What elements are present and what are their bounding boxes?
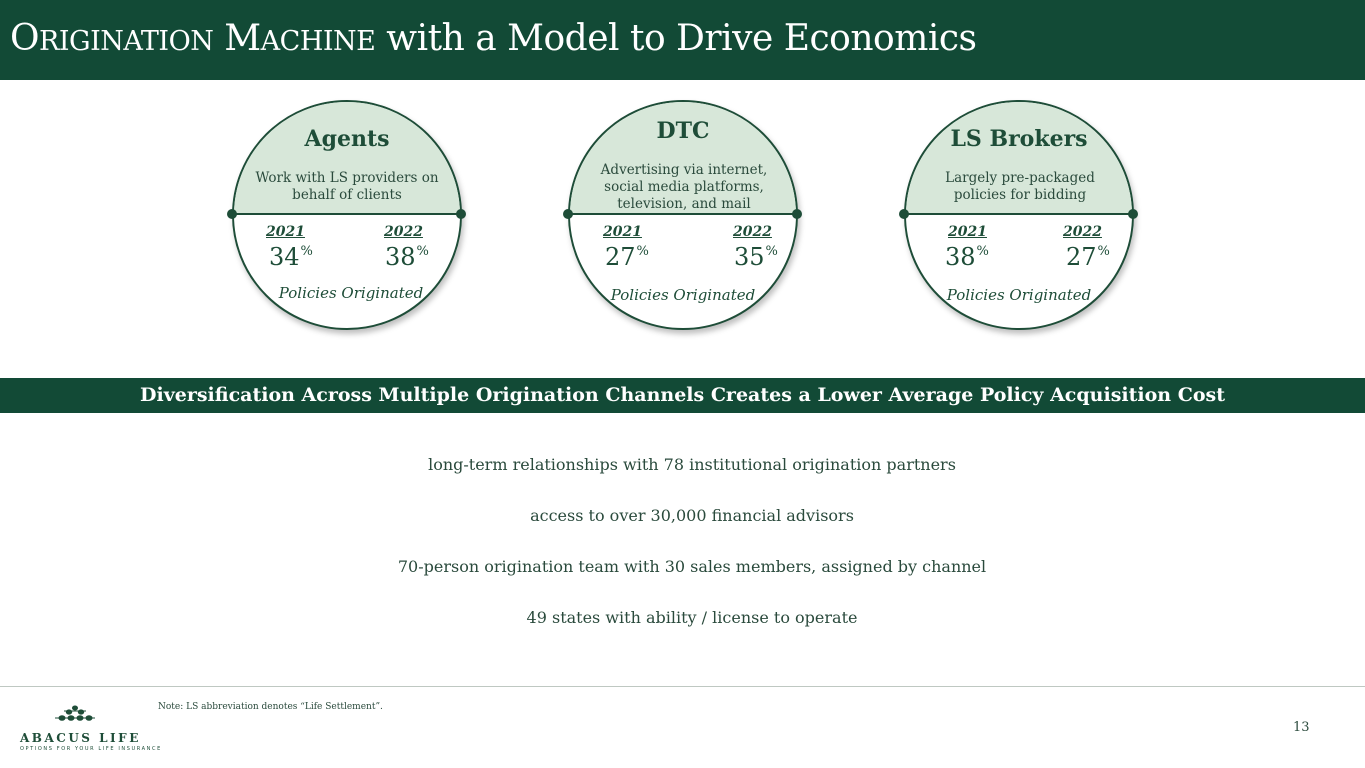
logo-tagline: OPTIONS FOR YOUR LIFE INSURANCE [20,746,162,752]
title-rest: with a Model to Drive Economics [375,18,977,59]
policies-originated-label: Policies Originated [278,284,424,302]
channel-circle-ls-brokers [904,100,1134,330]
year-label-1: 2021 [603,224,642,240]
channel-title: LS Brokers [950,126,1088,152]
channel-title: DTC [656,118,710,144]
channel-circle-agents [232,100,462,330]
percent-symbol: % [1097,244,1110,259]
policies-originated-label: Policies Originated [610,286,756,304]
footer-divider [0,686,1365,687]
percent-value-1 [945,243,989,271]
percent-value-1 [605,243,649,271]
channel-title: Agents [304,126,390,152]
percent-symbol: % [636,244,649,259]
percent-symbol: % [300,244,313,259]
title-cap-m: M [224,18,261,59]
list-item: access to over 30,000 financial advisors [530,506,854,525]
channel-description: Work with LS providers on behalf of clients [255,170,439,203]
abacus-life-logo [20,702,162,754]
page-number: 13 [1293,720,1310,735]
percent-number: 38 [945,243,976,271]
circle-dot-right [792,209,802,219]
year-label-2: 2022 [733,224,772,240]
year-label-2: 2022 [384,224,423,240]
footnote: Note: LS abbreviation denotes “Life Settlement”. [158,702,383,712]
percent-symbol: % [976,244,989,259]
title-bar [0,0,1365,80]
list-item: 49 states with ability / license to operate [526,608,858,627]
list-item: 70-person origination team with 30 sales members, assigned by channel [397,557,987,576]
percent-number: 35 [734,243,765,271]
circle-dot-left [563,209,573,219]
title-smallcaps-machine: ACHINE [260,26,376,57]
list-item: long-term relationships with 78 institutional origination partners [428,455,956,474]
percent-value-2 [1066,243,1110,271]
circle-dot-left [899,209,909,219]
percent-value-1 [269,243,313,271]
percent-symbol: % [416,244,429,259]
year-label-1: 2021 [266,224,305,240]
policies-originated-label: Policies Originated [946,286,1092,304]
percent-number: 27 [1066,243,1097,271]
channel-description: Advertising via internet, social media platforms, television, and mail [600,162,768,212]
abacus-beads-icon [20,702,130,730]
title-cap-o: O [10,18,40,59]
title-smallcaps-origination: RIGINATION [39,26,214,57]
logo-name: ABACUS LIFE [20,731,141,745]
percent-number: 27 [605,243,636,271]
diversification-banner: Diversification Across Multiple Origination Channels Creates a Lower Average Policy Acquisition Cost [0,378,1365,413]
year-label-1: 2021 [948,224,987,240]
percent-value-2 [385,243,429,271]
channel-description: Largely pre-packaged policies for bidding [945,170,1095,203]
page-title [10,16,977,65]
percent-number: 38 [385,243,416,271]
circle-dot-right [456,209,466,219]
circle-dot-left [227,209,237,219]
year-label-2: 2022 [1063,224,1102,240]
channel-circle-dtc [568,100,798,330]
percent-number: 34 [269,243,300,271]
percent-value-2 [734,243,778,271]
percent-symbol: % [765,244,778,259]
circle-dot-right [1128,209,1138,219]
